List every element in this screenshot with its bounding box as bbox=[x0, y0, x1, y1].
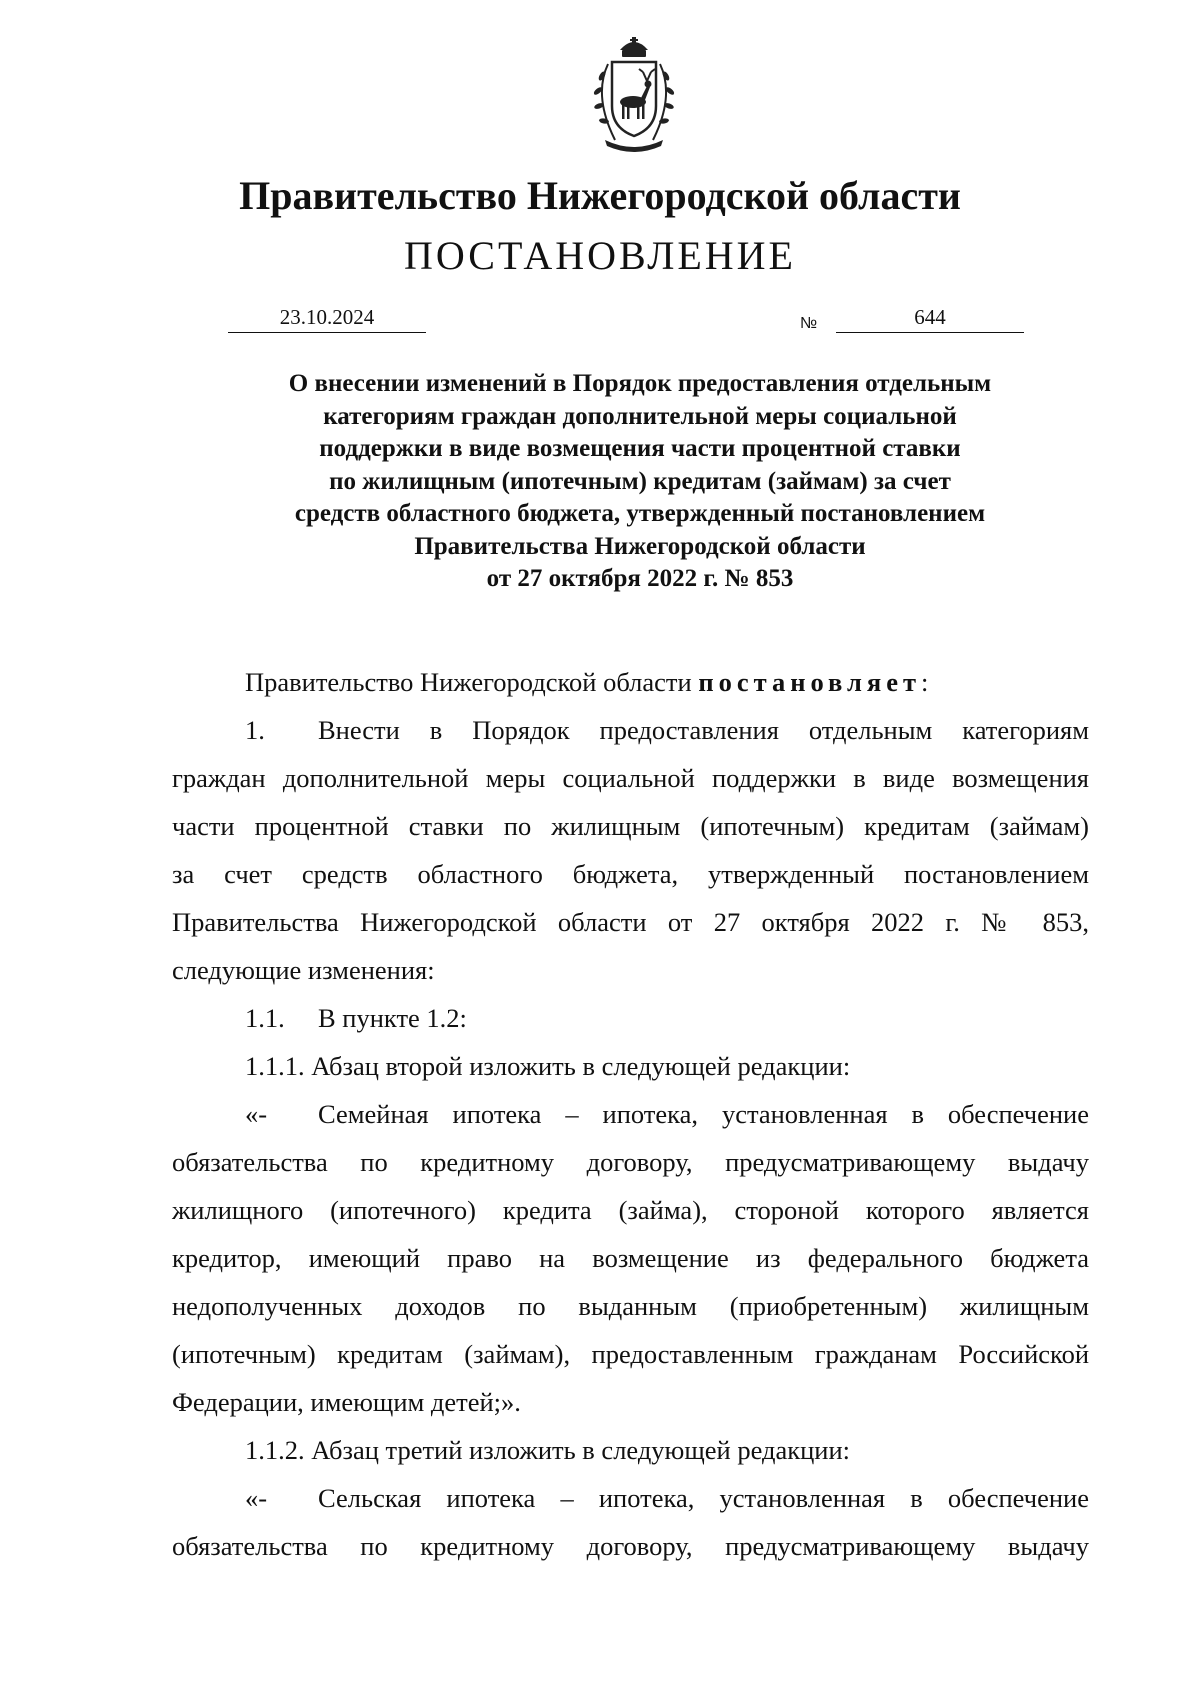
item-text: Внести в Порядок предоставления отдельным категориям bbox=[318, 715, 1089, 745]
item-1-line: Правительства Нижегородской области от 27 октября 2022 г. № 853, bbox=[172, 907, 1089, 937]
item-1-1-1: 1.1.1. Абзац второй изложить в следующей редакции: bbox=[245, 1051, 851, 1081]
item-1-line: за счет средств областного бюджета, утвержденный постановлением bbox=[172, 859, 1089, 889]
organization-name: Правительство Нижегородской области bbox=[239, 173, 961, 218]
item-text: В пункте 1.2: bbox=[318, 1003, 467, 1033]
item-1-first-line bbox=[172, 706, 1089, 754]
item-1-line: граждан дополнительной меры социальной поддержки в виде возмещения bbox=[172, 763, 1089, 793]
quote-1-line: Федерации, имеющим детей;». bbox=[172, 1387, 521, 1417]
coat-of-arms-emblem bbox=[575, 36, 693, 154]
quote-2-first-line bbox=[172, 1474, 1089, 1522]
document-number: 644 bbox=[836, 304, 1024, 333]
title-line: О внесении изменений в Порядок предоставления отдельным bbox=[288, 370, 992, 397]
quote-1-line: жилищного (ипотечного) кредита (займа), стороной которого является bbox=[172, 1195, 1089, 1225]
title-line: поддержки в виде возмещения части процентной ставки bbox=[319, 435, 961, 462]
title-line: средств областного бюджета, утвержденный постановлением bbox=[294, 500, 986, 527]
preamble-emphasis: постановляет bbox=[698, 667, 922, 697]
title-line: категориям граждан дополнительной меры социальной bbox=[323, 402, 957, 430]
preamble bbox=[172, 658, 1089, 706]
document-type: ПОСТАНОВЛЕНИЕ bbox=[404, 233, 796, 278]
quote-text: Семейная ипотека – ипотека, установленная в обеспечение bbox=[318, 1099, 1089, 1129]
document-date: 23.10.2024 bbox=[228, 304, 426, 333]
quote-prefix: «- bbox=[245, 1483, 268, 1513]
preamble-text: Правительство Нижегородской области bbox=[245, 667, 699, 697]
title-line: от 27 октября 2022 г. № 853 bbox=[486, 565, 794, 592]
title-line: по жилищным (ипотечным) кредитам (займам) за счет bbox=[329, 467, 951, 495]
item-number: 1. bbox=[245, 715, 265, 745]
quote-1-line: кредитор, имеющий право на возмещение из федерального бюджета bbox=[172, 1243, 1089, 1273]
item-1-line: следующие изменения: bbox=[172, 955, 435, 985]
item-1-1-2: 1.1.2. Абзац третий изложить в следующей редакции: bbox=[245, 1435, 851, 1465]
document-body bbox=[172, 658, 1089, 1570]
quote-2-line: обязательства по кредитному договору, предусматривающему выдачу bbox=[172, 1531, 1089, 1561]
item-1-1 bbox=[172, 994, 1089, 1042]
quote-prefix: «- bbox=[245, 1099, 268, 1129]
item-number: 1.1. bbox=[245, 1003, 285, 1033]
document-title bbox=[200, 368, 1080, 596]
quote-text: Сельская ипотека – ипотека, установленная в обеспечение bbox=[318, 1483, 1089, 1513]
preamble-end: : bbox=[921, 667, 929, 697]
quote-1-line: недополученных доходов по выданным (приобретенным) жилищным bbox=[172, 1291, 1089, 1321]
title-line: Правительства Нижегородской области bbox=[414, 532, 866, 560]
number-sign: № bbox=[800, 315, 818, 332]
quote-1-first-line bbox=[172, 1090, 1089, 1138]
quote-1-line: (ипотечным) кредитам (займам), предоставленным гражданам Российской bbox=[172, 1339, 1089, 1369]
quote-1-line: обязательства по кредитному договору, предусматривающему выдачу bbox=[172, 1147, 1089, 1177]
item-1-line: части процентной ставки по жилищным (ипотечным) кредитам (займам) bbox=[172, 811, 1089, 841]
